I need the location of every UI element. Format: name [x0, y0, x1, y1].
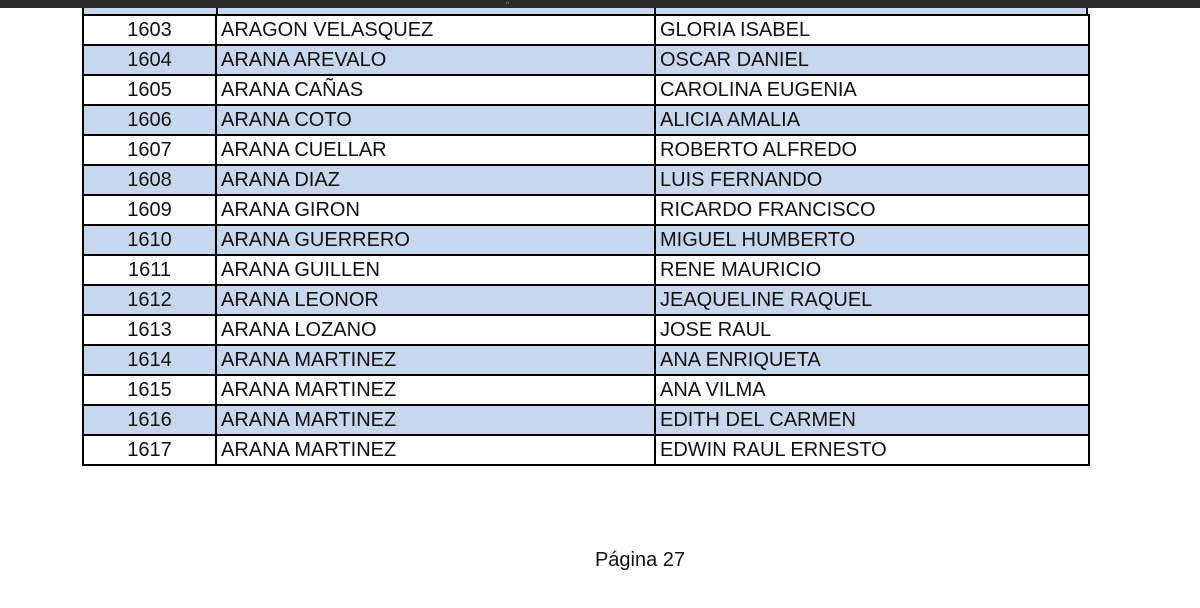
row-number-cell: 1616 — [83, 405, 216, 435]
row-number-cell: 1608 — [83, 165, 216, 195]
surname-cell: ARANA MARTINEZ — [216, 405, 655, 435]
name-roster-table — [82, 14, 1090, 466]
row-number-cell: 1609 — [83, 195, 216, 225]
surname-cell: ARANA GIRON — [216, 195, 655, 225]
surname-cell: ARANA GUERRERO — [216, 225, 655, 255]
row-number-cell: 1603 — [83, 15, 216, 45]
surname-cell: ARANA COTO — [216, 105, 655, 135]
table-row — [83, 345, 1089, 375]
given-name-cell: ANA ENRIQUETA — [655, 345, 1089, 375]
table-row — [83, 105, 1089, 135]
row-number-cell: 1610 — [83, 225, 216, 255]
row-number-cell: 1604 — [83, 45, 216, 75]
given-name-cell: OSCAR DANIEL — [655, 45, 1089, 75]
row-number-cell: 1606 — [83, 105, 216, 135]
row-number-cell: 1615 — [83, 375, 216, 405]
given-name-cell: JOSE RAUL — [655, 315, 1089, 345]
row-number-cell: 1613 — [83, 315, 216, 345]
surname-cell: ARANA CAÑAS — [216, 75, 655, 105]
roster-body — [83, 15, 1089, 465]
table-row — [83, 405, 1089, 435]
page-number: Página 27 — [594, 549, 686, 571]
surname-cell: ARANA CUELLAR — [216, 135, 655, 165]
given-name-cell: MIGUEL HUMBERTO — [655, 225, 1089, 255]
surname-cell: ARANA LEONOR — [216, 285, 655, 315]
given-name-cell: ANA VILMA — [655, 375, 1089, 405]
table-row — [83, 285, 1089, 315]
table-row — [83, 135, 1089, 165]
surname-cell: ARANA AREVALO — [216, 45, 655, 75]
given-name-cell: GLORIA ISABEL — [655, 15, 1089, 45]
table-row — [83, 255, 1089, 285]
surname-cell: ARANA MARTINEZ — [216, 435, 655, 465]
surname-cell: ARANA GUILLEN — [216, 255, 655, 285]
given-name-cell: RICARDO FRANCISCO — [655, 195, 1089, 225]
given-name-cell: LUIS FERNANDO — [655, 165, 1089, 195]
cropped-glyph: ,, — [506, 0, 510, 5]
table-row — [83, 375, 1089, 405]
table-row — [83, 435, 1089, 465]
surname-cell: ARANA MARTINEZ — [216, 345, 655, 375]
row-number-cell: 1614 — [83, 345, 216, 375]
table-row — [83, 15, 1089, 45]
row-number-cell: 1611 — [83, 255, 216, 285]
surname-cell: ARANA MARTINEZ — [216, 375, 655, 405]
given-name-cell: RENE MAURICIO — [655, 255, 1089, 285]
surname-cell: ARANA DIAZ — [216, 165, 655, 195]
row-number-cell: 1617 — [83, 435, 216, 465]
row-number-cell: 1612 — [83, 285, 216, 315]
given-name-cell: JEAQUELINE RAQUEL — [655, 285, 1089, 315]
table-row — [83, 45, 1089, 75]
given-name-cell: CAROLINA EUGENIA — [655, 75, 1089, 105]
row-number-cell: 1605 — [83, 75, 216, 105]
table-row — [83, 165, 1089, 195]
surname-cell: ARANA LOZANO — [216, 315, 655, 345]
table-row — [83, 75, 1089, 105]
given-name-cell: ALICIA AMALIA — [655, 105, 1089, 135]
surname-cell: ARAGON VELASQUEZ — [216, 15, 655, 45]
given-name-cell: EDWIN RAUL ERNESTO — [655, 435, 1089, 465]
given-name-cell: EDITH DEL CARMEN — [655, 405, 1089, 435]
table-row — [83, 195, 1089, 225]
table-row — [83, 225, 1089, 255]
top-dark-bar — [0, 0, 1200, 8]
row-number-cell: 1607 — [83, 135, 216, 165]
table-row — [83, 315, 1089, 345]
given-name-cell: ROBERTO ALFREDO — [655, 135, 1089, 165]
